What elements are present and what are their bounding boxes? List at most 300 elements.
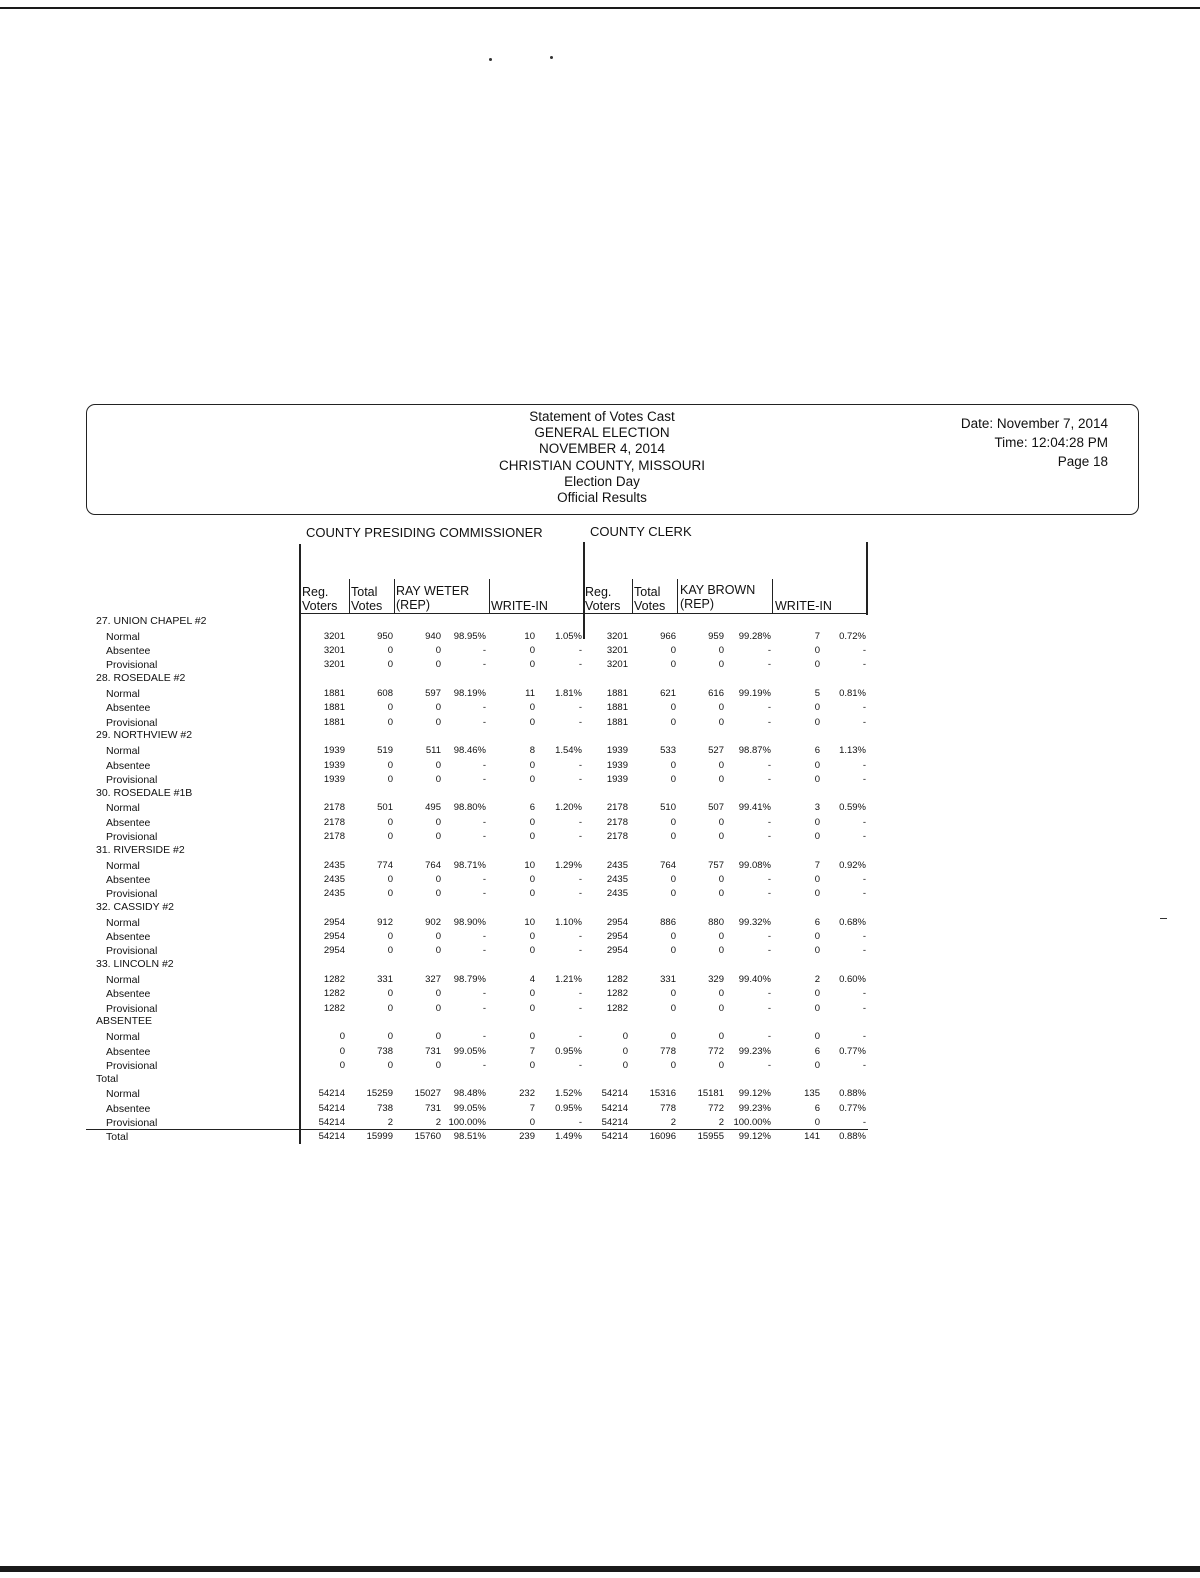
cell: 0 — [387, 1031, 393, 1043]
cell: 99.32% — [738, 916, 771, 928]
table-row — [0, 1116, 1200, 1130]
cell: 2 — [718, 1117, 724, 1128]
cell: 0 — [387, 873, 393, 885]
contest-title: COUNTY PRESIDING COMMISSIONER — [306, 525, 543, 540]
col-reg-voters: Reg. Voters — [302, 585, 338, 613]
cell: - — [578, 988, 582, 1000]
cell: 98.46% — [453, 745, 486, 757]
cell: 0 — [529, 931, 535, 943]
cell: 2 — [387, 1117, 393, 1128]
row-label: Absentee — [106, 816, 151, 829]
cell: 0.72% — [839, 630, 866, 642]
cell: 2178 — [606, 831, 628, 842]
cell: 0 — [814, 931, 820, 943]
cell: - — [578, 831, 582, 842]
row-label: Normal — [106, 688, 140, 700]
cell: 1.81% — [555, 688, 582, 699]
cell: 0 — [529, 988, 535, 1000]
col-separator — [677, 579, 678, 613]
cell: - — [482, 659, 486, 671]
cell: 940 — [425, 630, 441, 642]
report-title-block — [432, 409, 772, 506]
cell: - — [767, 888, 771, 900]
cell: - — [578, 931, 582, 943]
cell: 0.60% — [839, 974, 866, 985]
cell: 1282 — [606, 988, 628, 1000]
grand-total-row — [0, 1130, 1200, 1144]
precinct-label: 29. NORTHVIEW #2 — [96, 729, 193, 742]
cell: 0 — [529, 759, 535, 771]
table-row — [0, 987, 1200, 1001]
cell: 0 — [814, 759, 820, 771]
cell: 98.80% — [453, 802, 486, 814]
cell: 0 — [622, 1031, 628, 1043]
cell: 6 — [814, 1045, 820, 1057]
cell: 511 — [425, 745, 441, 757]
cell: 0 — [718, 945, 724, 957]
cell: - — [578, 773, 582, 785]
cell: - — [578, 645, 582, 657]
cell: 0 — [387, 816, 393, 828]
cell: 0 — [435, 773, 441, 785]
cell: 1.49% — [555, 1131, 582, 1143]
cell: 54214 — [601, 1117, 628, 1128]
cell: 99.23% — [738, 1045, 771, 1057]
cell: - — [767, 702, 771, 714]
cell: 0 — [529, 773, 535, 785]
table-row — [0, 644, 1200, 658]
scan-bottom-rule — [0, 1566, 1200, 1572]
cell: 616 — [708, 688, 724, 699]
cell: - — [767, 716, 771, 728]
cell: 1939 — [323, 773, 345, 785]
cell: 0 — [718, 1059, 724, 1071]
cell: - — [482, 873, 486, 885]
cell: 135 — [804, 1088, 820, 1100]
cell: 1.52% — [555, 1088, 582, 1100]
cell: - — [862, 888, 866, 900]
cell: 0 — [718, 702, 724, 714]
precinct-row — [0, 1014, 1200, 1028]
cell: 1282 — [606, 974, 628, 985]
precinct-row — [0, 728, 1200, 742]
cell: 232 — [519, 1088, 535, 1100]
cell: 11 — [525, 688, 535, 699]
cell: 912 — [377, 916, 393, 928]
cell: 98.71% — [453, 859, 486, 871]
cell: 2 — [435, 1117, 441, 1128]
cell: 0 — [387, 831, 393, 842]
col-total-votes: Total Votes — [351, 585, 383, 613]
cell: 2 — [670, 1117, 676, 1128]
cell: 5 — [814, 688, 820, 699]
cell: 731 — [425, 1102, 441, 1114]
row-label: Normal — [106, 859, 140, 872]
cell: 99.05% — [453, 1102, 486, 1114]
title-line: GENERAL ELECTION — [534, 425, 670, 441]
cell: 99.05% — [453, 1045, 486, 1057]
row-label: Normal — [106, 802, 140, 815]
cell: 0 — [435, 831, 441, 842]
cell: - — [578, 1031, 582, 1043]
cell: 10 — [524, 859, 535, 871]
scan-speck — [550, 56, 553, 59]
cell: 15955 — [697, 1131, 724, 1143]
col-candidate: KAY BROWN (REP) — [680, 583, 756, 611]
cell: 98.87% — [738, 745, 771, 757]
title-line: Election Day — [564, 473, 640, 489]
row-label: Provisional — [106, 1002, 158, 1015]
cell: - — [482, 1059, 486, 1071]
cell: 0 — [670, 645, 676, 657]
col-separator — [394, 579, 395, 613]
cell: 3201 — [323, 659, 345, 671]
scan-top-rule — [0, 7, 1200, 9]
cell: - — [482, 716, 486, 728]
cell: 501 — [377, 802, 393, 814]
cell: 0 — [435, 702, 441, 714]
cell: 329 — [708, 974, 724, 985]
cell: - — [578, 873, 582, 885]
cell: 3201 — [323, 645, 345, 657]
cell: 54214 — [601, 1088, 628, 1100]
cell: 0 — [718, 759, 724, 771]
row-label: Provisional — [106, 1117, 158, 1129]
cell: - — [767, 945, 771, 957]
cell: 7 — [529, 1102, 535, 1114]
report-meta — [961, 414, 1108, 471]
col-candidate: RAY WETER (REP) — [396, 584, 470, 612]
row-label: Absentee — [106, 1102, 151, 1115]
cell: 0 — [435, 1002, 441, 1014]
cell: 99.12% — [738, 1088, 771, 1100]
cell: 0 — [387, 773, 393, 785]
cell: 0 — [435, 931, 441, 943]
cell: - — [578, 659, 582, 671]
page-number: Page 18 — [1057, 454, 1108, 469]
cell: 1.21% — [555, 974, 582, 985]
cell: 0 — [387, 645, 393, 657]
cell: 0 — [814, 659, 820, 671]
cell: 54214 — [318, 1088, 345, 1100]
cell: 15181 — [697, 1088, 724, 1100]
table-row — [0, 701, 1200, 715]
cell: 0 — [670, 931, 676, 943]
cell: 731 — [425, 1045, 441, 1057]
cell: - — [862, 831, 866, 842]
row-label: Normal — [106, 916, 140, 929]
row-label: Absentee — [106, 1045, 151, 1058]
cell: - — [482, 831, 486, 842]
title-line: NOVEMBER 4, 2014 — [538, 441, 666, 457]
cell: 0 — [529, 1059, 535, 1071]
cell: 3201 — [606, 645, 628, 657]
cell: 0 — [387, 759, 393, 771]
cell: 0 — [387, 1002, 393, 1014]
cell: 0 — [435, 1031, 441, 1043]
cell: 16096 — [649, 1131, 676, 1143]
cell: 0.59% — [839, 802, 866, 814]
cell: 0 — [814, 1031, 820, 1043]
report-header — [86, 404, 1139, 515]
cell: - — [578, 816, 582, 828]
cell: 608 — [377, 688, 393, 699]
row-label: Provisional — [106, 773, 158, 786]
precinct-row — [0, 786, 1200, 800]
cell: 0 — [718, 645, 724, 657]
cell: 0.88% — [839, 1131, 866, 1143]
cell: 0 — [529, 1002, 535, 1014]
cell: 0 — [435, 873, 441, 885]
scan-speck — [489, 58, 492, 61]
cell: 54214 — [318, 1131, 345, 1143]
cell: 0 — [529, 816, 535, 828]
row-label: Total — [106, 1131, 129, 1144]
cell: 6 — [814, 916, 820, 928]
cell: 1939 — [323, 759, 345, 771]
cell: 0 — [718, 716, 724, 728]
cell: 2435 — [606, 859, 628, 871]
cell: 239 — [519, 1131, 535, 1143]
row-label: Absentee — [106, 931, 151, 944]
cell: 99.12% — [738, 1131, 771, 1143]
precinct-label: 30. ROSEDALE #1B — [96, 786, 193, 799]
cell: - — [862, 659, 866, 671]
cell: 0 — [718, 831, 724, 842]
cell: 98.19% — [453, 688, 486, 699]
cell: 0 — [718, 1002, 724, 1014]
table-row — [0, 930, 1200, 944]
cell: 98.79% — [453, 974, 486, 985]
cell: 0 — [387, 988, 393, 1000]
cell: - — [578, 702, 582, 714]
cell: 902 — [425, 916, 441, 928]
cell: 0 — [435, 888, 441, 900]
cell: 1.29% — [555, 859, 582, 871]
cell: 0 — [435, 988, 441, 1000]
cell: 2954 — [606, 916, 628, 928]
cell: 0 — [814, 888, 820, 900]
precinct-label: 33. LINCOLN #2 — [96, 958, 174, 971]
cell: 98.95% — [453, 630, 486, 642]
cell: - — [767, 831, 771, 842]
cell: 0 — [529, 831, 535, 842]
cell: 2 — [814, 974, 820, 985]
table-row — [0, 916, 1200, 930]
cell: - — [862, 816, 866, 828]
cell: 0 — [718, 816, 724, 828]
cell: 0 — [387, 659, 393, 671]
cell: 2435 — [323, 859, 345, 871]
precinct-label: Total — [96, 1072, 119, 1085]
cell: 2954 — [323, 931, 345, 943]
cell: 1939 — [323, 745, 345, 757]
precinct-label: 27. UNION CHAPEL #2 — [96, 615, 207, 627]
cell: 2954 — [606, 931, 628, 943]
row-label: Provisional — [106, 888, 158, 901]
table-row — [0, 630, 1200, 644]
precinct-label: ABSENTEE — [96, 1015, 153, 1028]
table-row — [0, 801, 1200, 815]
cell: 0 — [529, 1117, 535, 1128]
title-line: Official Results — [557, 490, 647, 506]
cell: 1282 — [323, 1002, 345, 1014]
cell: 0 — [670, 888, 676, 900]
cell: - — [862, 1117, 866, 1128]
cell: - — [767, 1059, 771, 1071]
cell: 772 — [708, 1102, 724, 1114]
cell: 1282 — [323, 974, 345, 985]
col-separator — [772, 579, 773, 613]
cell: 2178 — [323, 816, 345, 828]
cell: 2435 — [323, 873, 345, 885]
cell: - — [862, 702, 866, 714]
cell: 886 — [660, 916, 676, 928]
cell: - — [482, 816, 486, 828]
cell: 0 — [670, 702, 676, 714]
cell: 141 — [804, 1131, 820, 1143]
cell: 0 — [814, 773, 820, 785]
cell: 764 — [660, 859, 676, 871]
cell: 778 — [660, 1045, 676, 1057]
row-label: Absentee — [106, 645, 151, 658]
row-label: Provisional — [106, 945, 158, 958]
cell: - — [767, 931, 771, 943]
cell: 0 — [718, 659, 724, 671]
title-line: CHRISTIAN COUNTY, MISSOURI — [498, 457, 706, 473]
cell: 0 — [622, 1045, 628, 1057]
row-label: Normal — [106, 630, 140, 643]
cell: - — [767, 1002, 771, 1014]
precinct-label: 32. CASSIDY #2 — [96, 901, 175, 913]
cell: 99.23% — [738, 1102, 771, 1114]
col-separator — [632, 579, 633, 613]
cell: 3 — [814, 802, 820, 814]
table-row — [0, 1045, 1200, 1059]
cell: 0 — [814, 716, 820, 728]
cell: - — [862, 645, 866, 657]
table-right-border — [866, 542, 868, 615]
cell: 0 — [670, 773, 676, 785]
cell: 1939 — [606, 773, 628, 785]
table-row — [0, 687, 1200, 701]
cell: 738 — [377, 1045, 393, 1057]
cell: 0 — [339, 1059, 345, 1071]
cell: 0 — [339, 1031, 345, 1043]
cell: 99.19% — [738, 688, 771, 699]
cell: 0 — [670, 659, 676, 671]
cell: - — [862, 945, 866, 957]
precinct-label: 28. ROSEDALE #2 — [96, 672, 186, 685]
table-row — [0, 1030, 1200, 1044]
cell: 100.00% — [733, 1117, 771, 1128]
row-label: Provisional — [106, 831, 158, 843]
cell: 0 — [670, 816, 676, 828]
cell: - — [482, 988, 486, 1000]
cell: 778 — [660, 1102, 676, 1114]
cell: 0.95% — [555, 1102, 582, 1114]
cell: 0 — [814, 702, 820, 714]
cell: 7 — [814, 630, 820, 642]
cell: 0 — [529, 702, 535, 714]
row-label: Normal — [106, 1031, 140, 1044]
cell: 98.48% — [453, 1088, 486, 1100]
col-separator — [489, 579, 490, 613]
cell: - — [578, 888, 582, 900]
cell: 0.77% — [839, 1102, 866, 1114]
cell: - — [578, 1059, 582, 1071]
cell: 0 — [814, 873, 820, 885]
cell: 2954 — [606, 945, 628, 957]
cell: 533 — [660, 745, 676, 757]
cell: 0 — [435, 659, 441, 671]
cell: 0 — [529, 659, 535, 671]
cell: 0 — [814, 945, 820, 957]
row-label: Absentee — [106, 988, 151, 1001]
cell: 98.51% — [453, 1131, 486, 1143]
cell: 0 — [718, 873, 724, 885]
precinct-row — [0, 900, 1200, 914]
cell: 764 — [425, 859, 441, 871]
cell: 0 — [814, 831, 820, 842]
cell: 99.40% — [738, 974, 771, 985]
table-row — [0, 816, 1200, 830]
cell: 10 — [524, 630, 535, 642]
cell: 99.28% — [738, 630, 771, 642]
cell: - — [482, 888, 486, 900]
table-row — [0, 973, 1200, 987]
cell: 0 — [670, 716, 676, 728]
cell: 1881 — [323, 702, 345, 714]
cell: - — [767, 659, 771, 671]
cell: 3201 — [606, 659, 628, 671]
cell: 0 — [387, 1059, 393, 1071]
cell: 0 — [718, 888, 724, 900]
precinct-row — [0, 614, 1200, 628]
cell: 0.92% — [839, 859, 866, 871]
cell: 54214 — [601, 1102, 628, 1114]
cell: - — [578, 945, 582, 957]
precinct-label: 31. RIVERSIDE #2 — [96, 843, 185, 856]
cell: 757 — [708, 859, 724, 871]
cell: 1.20% — [555, 802, 582, 814]
cell: 0 — [670, 873, 676, 885]
cell: 966 — [660, 630, 676, 642]
cell: 0.77% — [839, 1045, 866, 1057]
cell: - — [482, 945, 486, 957]
cell: 507 — [708, 802, 724, 814]
cell: 0 — [670, 1031, 676, 1043]
cell: - — [578, 1117, 582, 1128]
cell: 8 — [529, 745, 535, 757]
report-date: Date: November 7, 2014 — [960, 416, 1108, 431]
cell: - — [482, 1002, 486, 1014]
cell: - — [482, 773, 486, 785]
cell: - — [767, 873, 771, 885]
table-row — [0, 873, 1200, 887]
cell: 0 — [435, 759, 441, 771]
col-separator — [349, 579, 350, 613]
cell: 0.81% — [839, 688, 866, 699]
row-label: Absentee — [106, 873, 151, 886]
cell: 54214 — [318, 1102, 345, 1114]
cell: - — [482, 1031, 486, 1043]
cell: 0 — [814, 1059, 820, 1071]
cell: - — [767, 645, 771, 657]
cell: 0 — [718, 773, 724, 785]
cell: 2435 — [606, 873, 628, 885]
cell: 4 — [529, 974, 535, 985]
